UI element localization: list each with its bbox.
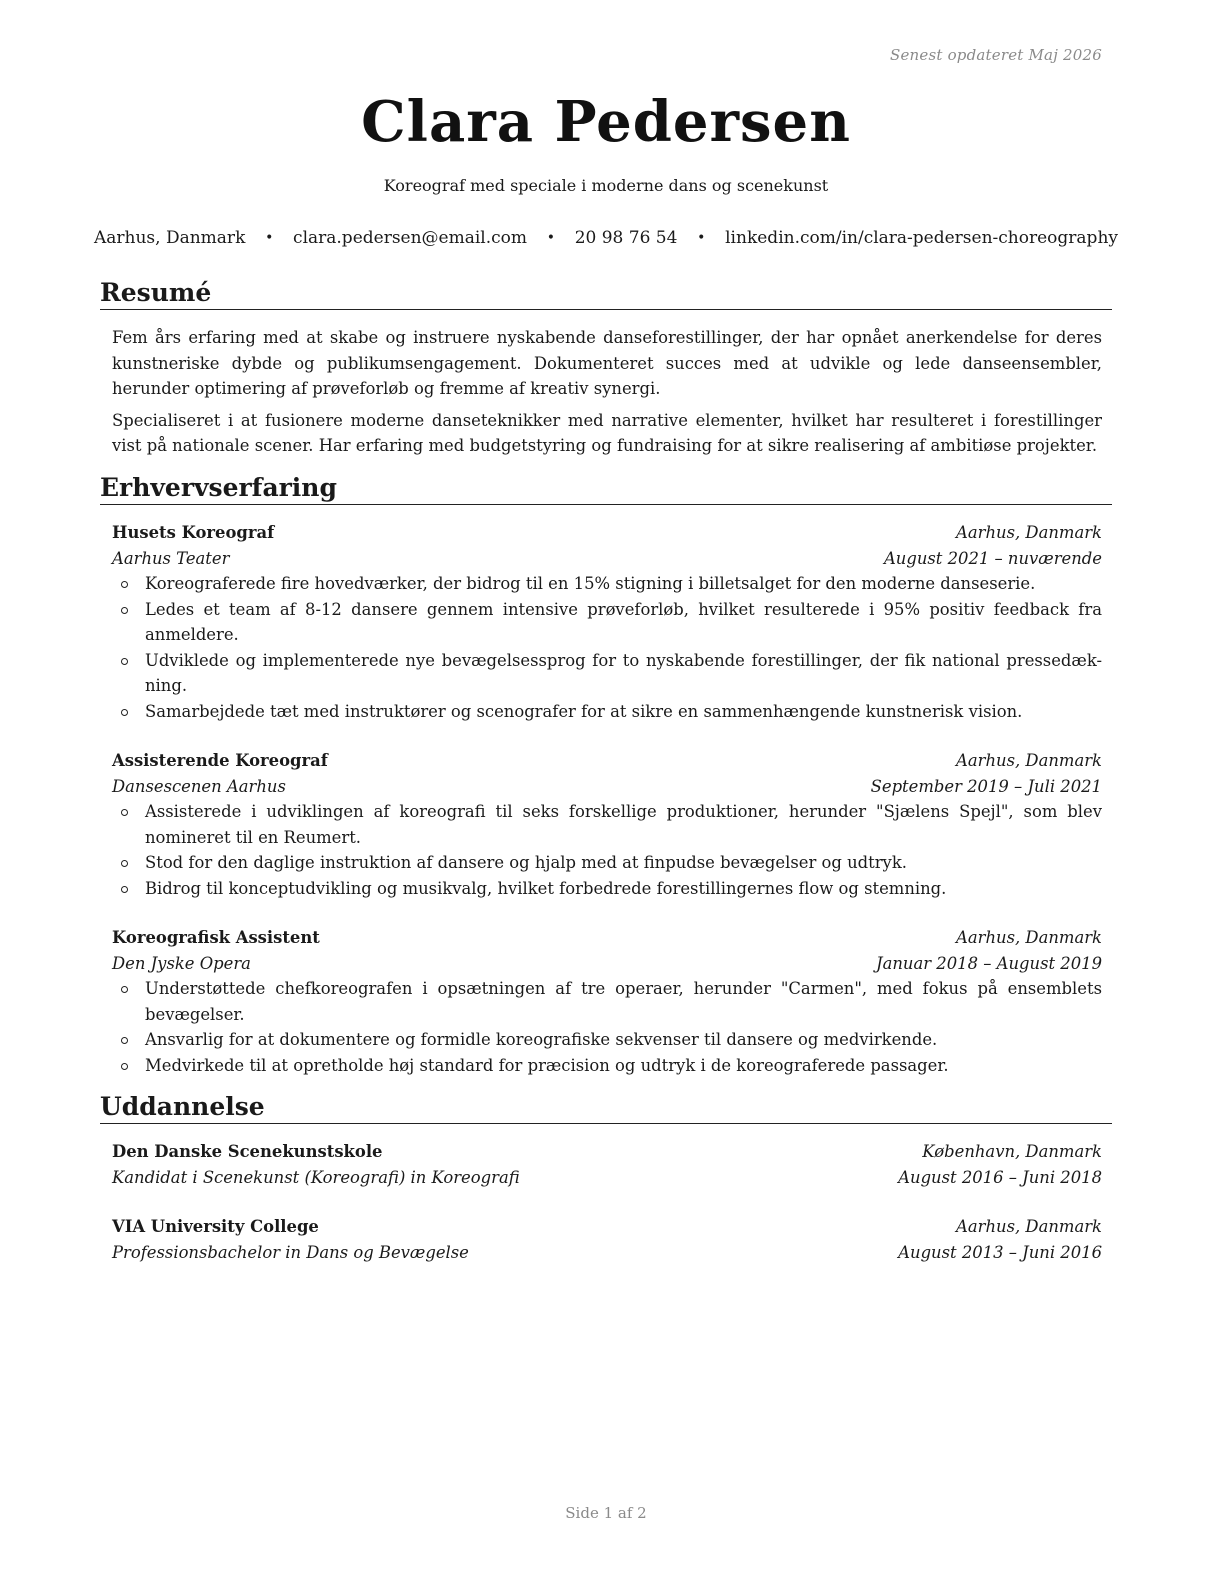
section-title-summary: Resumé bbox=[100, 278, 1112, 310]
list-item: Assisterede i udviklingen af koreografi til seks forskellige produktioner, herunder "Sjælens Spejl", som blev nomineret til en Reumert. bbox=[112, 799, 1102, 850]
school-location: København, Danmark bbox=[922, 1142, 1102, 1161]
job-dates: August 2021 – nuværende bbox=[883, 548, 1102, 568]
list-item: Stod for den daglige instruktion af dansere og hjalp med at finpudse bevægelser og udtryk. bbox=[112, 850, 1102, 876]
achievement-list bbox=[112, 799, 1102, 901]
tagline: Koreograf med speciale i moderne dans og scenekunst bbox=[383, 176, 829, 195]
contact-email[interactable]: clara.pedersen@email.com bbox=[293, 228, 528, 248]
entry-subheader-row bbox=[112, 951, 1102, 977]
school-name: VIA University College bbox=[112, 1217, 319, 1236]
achievement-list bbox=[112, 976, 1102, 1078]
entry-header-row bbox=[112, 1214, 1102, 1240]
list-item: Ansvarlig for at dokumentere og formidle koreografiske sekvenser til dansere og medvirkende. bbox=[112, 1027, 1102, 1053]
page-number: Side 1 af 2 bbox=[565, 1504, 647, 1522]
degree-name: Kandidat i Scenekunst (Koreografi) in Koreografi bbox=[112, 1167, 520, 1187]
contact-linkedin[interactable]: linkedin.com/in/clara-pedersen-choreography bbox=[725, 228, 1118, 248]
experience-entry bbox=[112, 748, 1102, 901]
list-item: Ledes et team af 8-12 dansere gennem intensive prøveforløb, hvilket resulterede i 95% positiv feedback fra anmeldere. bbox=[112, 597, 1102, 648]
job-location: Aarhus, Danmark bbox=[956, 523, 1102, 542]
company-name: Dansescenen Aarhus bbox=[112, 776, 286, 796]
entry-subheader-row bbox=[112, 1240, 1102, 1266]
job-title: Assisterende Koreograf bbox=[112, 751, 328, 770]
contact-location: Aarhus, Danmark bbox=[94, 228, 246, 248]
school-name: Den Danske Scenekunstskole bbox=[112, 1142, 383, 1161]
list-item: Samarbejdede tæt med instruktører og scenografer for at sikre en sammenhængende kunstnerisk vision. bbox=[112, 699, 1102, 725]
bullet-separator-icon: • bbox=[697, 230, 706, 246]
entry-header-row bbox=[112, 925, 1102, 951]
job-dates: September 2019 – Juli 2021 bbox=[870, 776, 1102, 796]
job-title: Husets Koreograf bbox=[112, 523, 275, 542]
job-location: Aarhus, Danmark bbox=[956, 928, 1102, 947]
summary-body bbox=[112, 325, 1102, 459]
education-section bbox=[100, 1092, 1112, 1265]
job-title: Koreografisk Assistent bbox=[112, 928, 320, 947]
summary-paragraph: Specialiseret i at fusionere moderne danseteknikker med narrative elementer, hvilket har resulteret i forestillinger vist på nationale scener. Har erfaring med budgetstyring og fundraising for at sikre realisering af ambitiøse projekter. bbox=[112, 410, 1102, 455]
list-item: Bidrog til konceptudvikling og musikvalg, hvilket forbedrede forestillingernes flow og stemning. bbox=[112, 876, 1102, 902]
section-title-experience: Erhvervserfaring bbox=[100, 473, 1112, 505]
section-title-education: Uddannelse bbox=[100, 1092, 1112, 1124]
summary-paragraph: Fem års erfaring med at skabe og instruere nyskabende danseforestillinger, der har opnået anerkendelse for deres kunstneriske dybde og publikumsengagement. Dokumenteret succes med at udvikle og lede danseensembler, herunder optimering af prøveforløb og fremme af kreativ synergi. bbox=[112, 328, 1102, 398]
experience-entry bbox=[112, 925, 1102, 1078]
job-location: Aarhus, Danmark bbox=[956, 751, 1102, 770]
last-updated-note: Senest opdateret Maj 2026 bbox=[889, 46, 1102, 64]
education-dates: August 2016 – Juni 2018 bbox=[898, 1167, 1102, 1187]
school-location: Aarhus, Danmark bbox=[956, 1217, 1102, 1236]
entry-subheader-row bbox=[112, 774, 1102, 800]
entry-header-row bbox=[112, 748, 1102, 774]
bullet-separator-icon: • bbox=[546, 230, 555, 246]
resume-page bbox=[94, 0, 1118, 1584]
degree-name: Professionsbachelor in Dans og Bevægelse bbox=[112, 1242, 469, 1262]
contact-phone[interactable]: 20 98 76 54 bbox=[574, 228, 678, 248]
list-item: Udviklede og implementerede nye bevægelsessprog for to nyskabende forestillinger, der fik national pressedæk-ning. bbox=[112, 648, 1102, 699]
candidate-name: Clara Pedersen bbox=[361, 89, 851, 155]
summary-section bbox=[100, 278, 1112, 459]
entry-header-row bbox=[112, 1139, 1102, 1165]
experience-entry bbox=[112, 520, 1102, 724]
company-name: Den Jyske Opera bbox=[112, 953, 251, 973]
experience-section bbox=[100, 473, 1112, 1078]
bullet-separator-icon: • bbox=[265, 230, 274, 246]
entry-subheader-row bbox=[112, 546, 1102, 572]
contact-line bbox=[94, 228, 1118, 248]
entry-subheader-row bbox=[112, 1165, 1102, 1191]
company-name: Aarhus Teater bbox=[112, 548, 230, 568]
entry-header-row bbox=[112, 520, 1102, 546]
list-item: Medvirkede til at opretholde høj standard for præcision og udtryk i de koreograferede passager. bbox=[112, 1053, 1102, 1079]
job-dates: Januar 2018 – August 2019 bbox=[876, 953, 1102, 973]
achievement-list bbox=[112, 571, 1102, 724]
list-item: Understøttede chefkoreografen i opsætningen af tre operaer, herunder "Carmen", med fokus på ensemblets bevægelser. bbox=[112, 976, 1102, 1027]
education-dates: August 2013 – Juni 2016 bbox=[898, 1242, 1102, 1262]
list-item: Koreograferede fire hovedværker, der bidrog til en 15% stigning i billetsalget for den moderne danseserie. bbox=[112, 571, 1102, 597]
education-entry bbox=[112, 1214, 1102, 1265]
education-entry bbox=[112, 1139, 1102, 1190]
